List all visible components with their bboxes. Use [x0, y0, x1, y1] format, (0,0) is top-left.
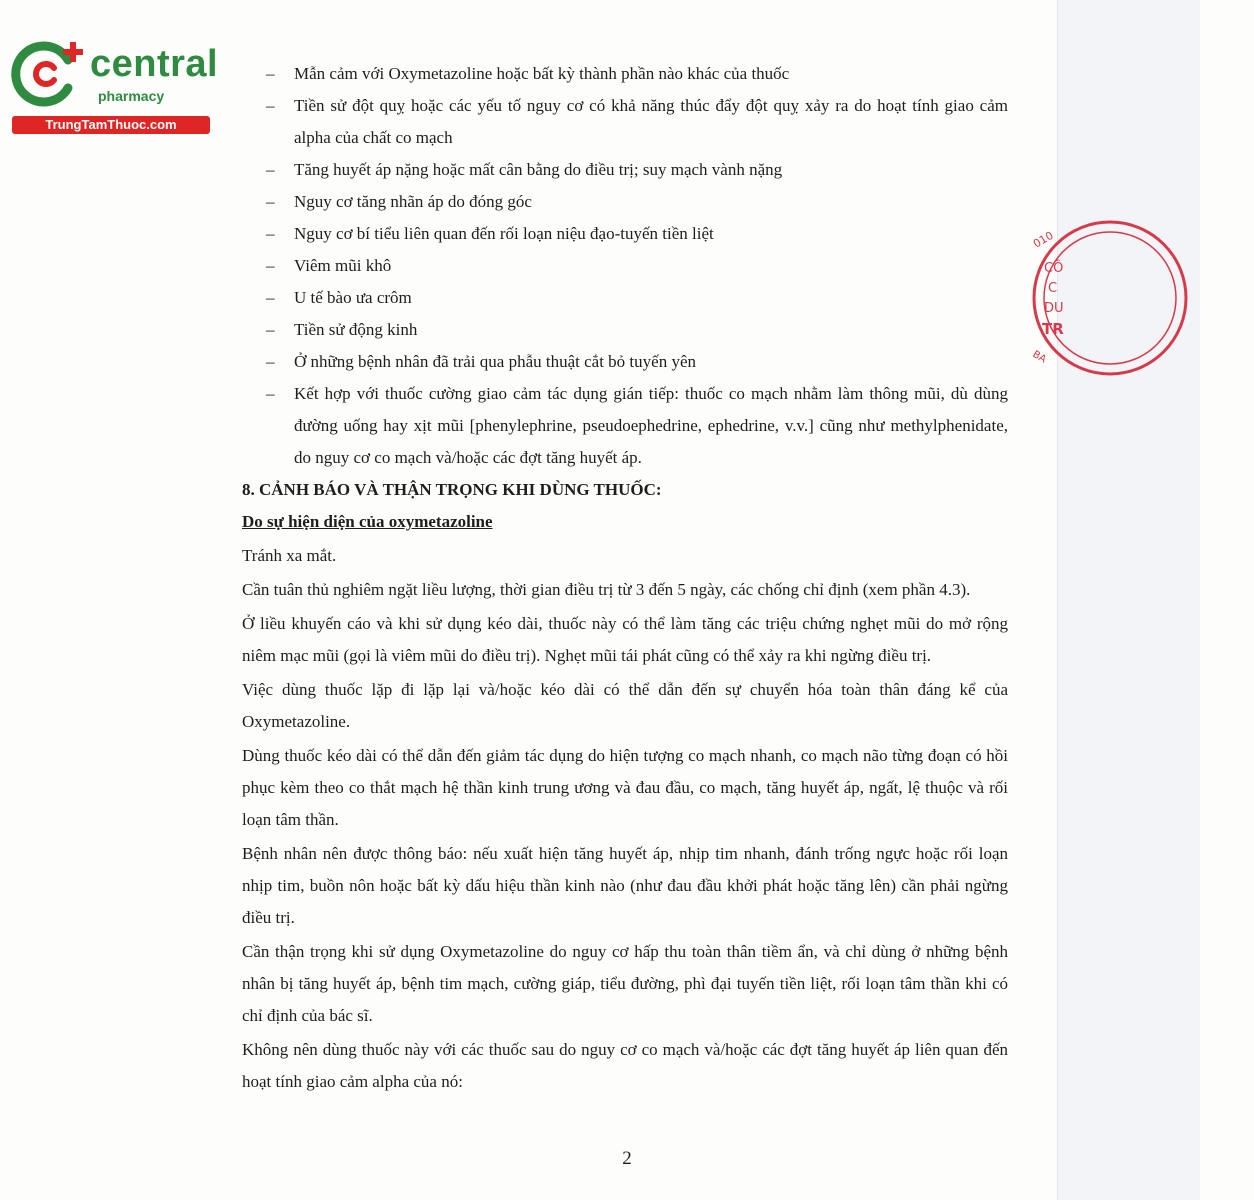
paragraph: Việc dùng thuốc lặp đi lặp lại và/hoặc kéo dài có thể dẫn đến sự chuyển hóa toàn thân đáng kể của Oxymetazoline. [242, 680, 1008, 731]
list-item: – U tế bào ưa crôm [266, 288, 412, 307]
svg-text:C: C [1048, 281, 1058, 296]
list-item: – Kết hợp với thuốc cường giao cảm tác dụng gián tiếp: thuốc co mạch nhằm làm thông mũi, dù dùng đường uống hay xịt mũi [phenylephrine, pseudoephedrine, ephedrine, v.v.] cũng như methylphenidate, do nguy cơ co mạch và/hoặc các đợt tăng huyết áp. [266, 384, 1008, 467]
company-seal-stamp [1020, 218, 1064, 378]
list-item: – Nguy cơ tăng nhãn áp do đóng góc [266, 192, 532, 211]
svg-text:DU: DU [1044, 301, 1064, 316]
paragraph: Ở liều khuyến cáo và khi sử dụng kéo dài, thuốc này có thể làm tăng các triệu chứng nghẹt mũi do mở rộng niêm mạc mũi (gọi là viêm mũi do điều trị). Nghẹt mũi tái phát cũng có thể xảy ra khi ngừng điều trị. [242, 614, 1008, 665]
list-item: – Tiền sử đột quỵ hoặc các yếu tố nguy cơ có khả năng thúc đẩy đột quỵ xảy ra do hoạt tính giao cảm alpha của chất co mạch [266, 96, 1008, 147]
logo-url-banner[interactable]: TrungTamThuoc.com [12, 116, 210, 134]
svg-text:BA: BA [1030, 349, 1048, 366]
document-body [242, 58, 1008, 1098]
page-number: 2 [622, 1148, 632, 1169]
page-edge-shadow [1057, 0, 1200, 1200]
central-pharmacy-logo[interactable] [10, 38, 219, 138]
svg-text:CÔ: CÔ [1044, 261, 1064, 276]
list-item: – Tăng huyết áp nặng hoặc mất cân bằng do điều trị; suy mạch vành nặng [266, 160, 783, 179]
paragraph: Không nên dùng thuốc này với các thuốc sau do nguy cơ co mạch và/hoặc các đợt tăng huyết áp liên quan đến hoạt tính giao cảm alpha của nó: [242, 1040, 1008, 1091]
logo-wordmark: central [90, 43, 219, 85]
subsection-heading: Do sự hiện diện của oxymetazoline [242, 512, 493, 531]
svg-text:TR: TR [1042, 320, 1064, 338]
paragraph: Dùng thuốc kéo dài có thể dẫn đến giảm tác dụng do hiện tượng co mạch nhanh, co mạch não từng đoạn có hồi phục kèm theo co thắt mạch hệ thần kinh trung ương và đau đầu, co mạch, tăng huyết áp, ngất, lệ thuộc và rối loạn tâm thần. [242, 746, 1008, 829]
list-item: – Tiền sử động kinh [266, 320, 418, 339]
list-item: – Ở những bệnh nhân đã trải qua phẫu thuật cắt bỏ tuyến yên [266, 352, 696, 371]
contraindication-list [242, 58, 1008, 474]
list-item: – Mẫn cảm với Oxymetazoline hoặc bất kỳ thành phần nào khác của thuốc [266, 64, 790, 83]
list-item: – Viêm mũi khô [266, 256, 392, 275]
paragraph: Cần tuân thủ nghiêm ngặt liều lượng, thời gian điều trị từ 3 đến 5 ngày, các chống chỉ định (xem phần 4.3). [242, 580, 971, 599]
paragraph: Cần thận trọng khi sử dụng Oxymetazoline do nguy cơ hấp thu toàn thân tiềm ẩn, và chỉ dùng ở những bệnh nhân bị tăng huyết áp, bệnh tim mạch, cường giáp, tiểu đường, phì đại tuyến tiền liệt, rối loạn tâm thần khi có chỉ định của bác sĩ. [242, 942, 1008, 1025]
svg-text:010: 010 [1031, 228, 1056, 251]
logo-subtitle: pharmacy [98, 88, 165, 104]
paragraph: Tránh xa mắt. [242, 546, 337, 565]
pharmacy-cross-logo-icon [10, 38, 90, 108]
list-item: – Nguy cơ bí tiểu liên quan đến rối loạn niệu đạo-tuyến tiền liệt [266, 224, 714, 243]
section-heading: 8. CẢNH BÁO VÀ THẬN TRỌNG KHI DÙNG THUỐC: [242, 480, 662, 499]
paragraph: Bệnh nhân nên được thông báo: nếu xuất hiện tăng huyết áp, nhịp tim nhanh, đánh trống ngực hoặc rối loạn nhịp tim, buồn nôn hoặc bất kỳ dấu hiệu thần kinh nào (như đau đầu khởi phát hoặc tăng lên) cần phải ngừng điều trị. [242, 844, 1008, 927]
